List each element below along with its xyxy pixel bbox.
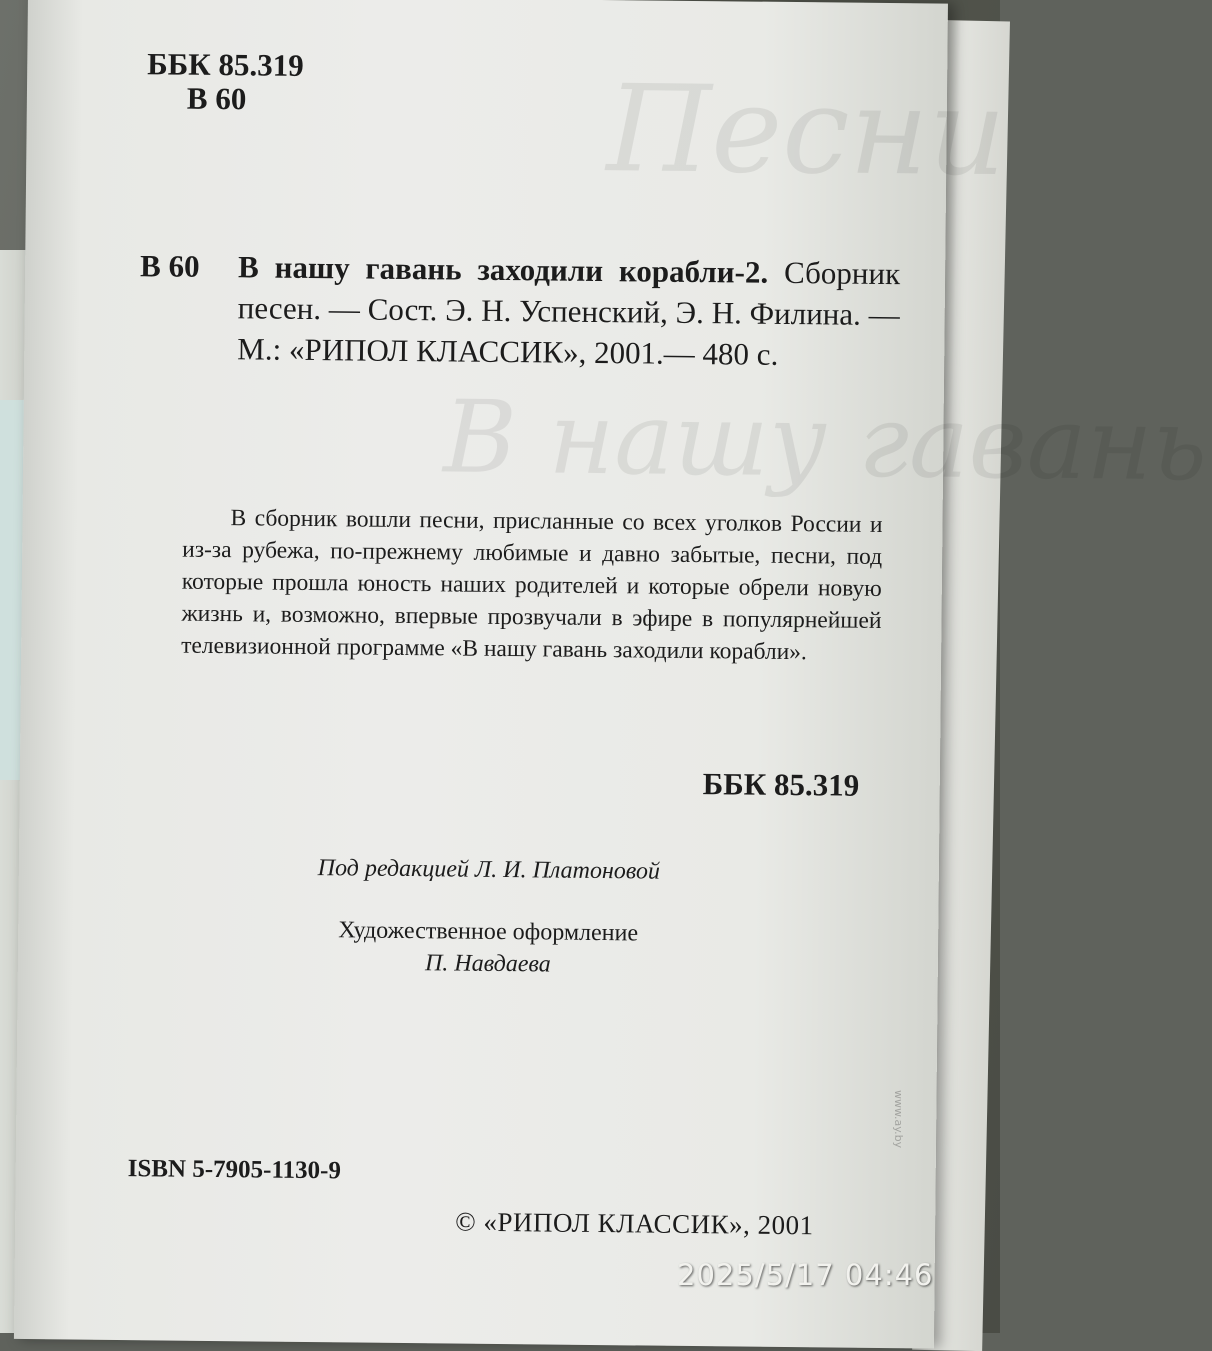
art-design-label: Художественное оформление: [338, 917, 639, 947]
book-title: В нашу гавань заходили корабли-2.: [237, 249, 769, 290]
bibliographic-description: Сборник песен. — Сост. Э. Н. Успенский, Э. Н. Филина. — М.: «РИПОЛ КЛАССИК», 2001.— 480 с.: [237, 254, 901, 372]
catalog-entry: [139, 245, 900, 376]
editor-line: Под редакцией Л. И. Платоновой: [317, 855, 661, 885]
entry-code: В 60: [139, 248, 200, 284]
bbk-code-right: ББК 85.319: [702, 766, 860, 803]
header-codes: [147, 47, 304, 117]
site-watermark: www.ay.by: [892, 1090, 905, 1149]
bbk-code: ББК 85.319: [147, 46, 304, 83]
copyright: © «РИПОЛ КЛАССИК», 2001: [455, 1206, 814, 1241]
photo-timestamp: 2025/5/17 04:46: [677, 1258, 934, 1292]
abstract-paragraph: В сборник вошли песни, присланные со всех уголков России и из-за рубежа, по-прежнему любимые и давно забытые, песни, под которые прошла юность наших родителей и которые обрели новую жизнь и, возможно, впервые прозвучали в эфире в популярнейшей телевизионной программе «В нашу гавань заходили корабли».: [181, 505, 883, 666]
book-page: Песни В нашу гавань ББК 85.319 В 60 В 60 В нашу гавань заходили корабли-2. Сборник песен. — Сост. Э. Н. Успенский, Э. Н. Филина. — М.: «РИПОЛ КЛАССИК», 2001.— 480 с. В сборник вошли песни, присланные со всех уголков России и из-за рубежа, по-прежнему любимые и давно забытые, песни, под которые прошла юность наших родителей и которые обрели новую жизнь и, возможно, впервые прозвучали в эфире в популярнейшей телевизионной программе «В нашу гавань заходили корабли». ББК 85.319 Под редакцией Л. И. Платоновой Художественное оформление П. Навдаева ISBN 5-7905-1130-9 © «РИПОЛ КЛАССИК», 2001: [14, 0, 948, 1349]
author-mark: В 60: [186, 80, 247, 117]
art-designer-name: П. Навдаева: [424, 950, 551, 978]
show-through-text: Песни: [605, 60, 1007, 204]
credits: [248, 851, 729, 982]
isbn: ISBN 5-7905-1130-9: [127, 1155, 342, 1185]
